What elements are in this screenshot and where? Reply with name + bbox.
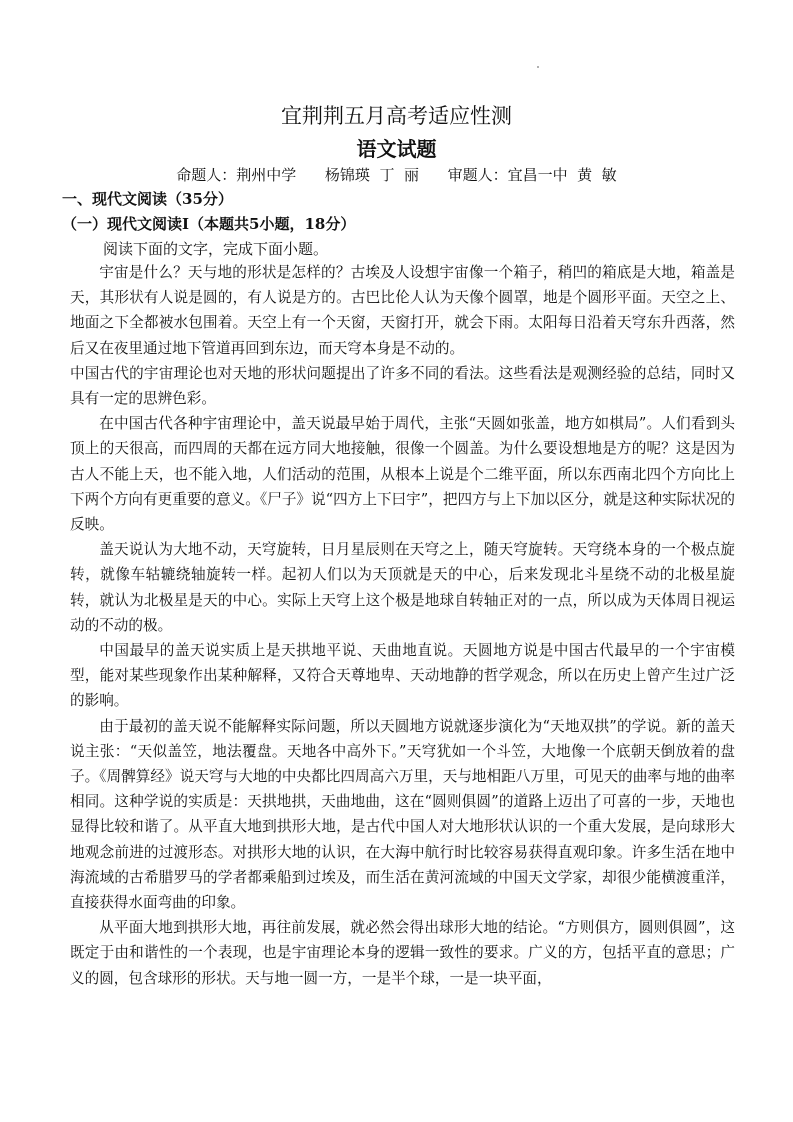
- paragraph: 在中国古代各种宇宙理论中，盖天说最早始于周代，主张“天圆如张盖，地方如棋局”。人们看到头顶上的天很高，而四周的天都在远方同大地接触，很像一个圆盖。为什么要设想地是方的呢？这是因为古人不能上天，也不能入地，人们活动的范围，从根本上说是个二维平面，所以东西南北四个方向比上下两个方向有更重要的意义。《尸子》说“四方上下曰宇”，把四方与上下加以区分，就是这种实际状况的反映。: [70, 415, 735, 534]
- scan-dot: [537, 66, 539, 68]
- authors-line: [0, 164, 793, 185]
- paragraph: 从平面大地到拱形大地，再往前发展，就必然会得出球形大地的结论。“方则俱方，圆则俱圆”，这既定于由和谐性的一个表现，也是宇宙理论本身的逻辑一致性的要求。广义的方，包括平直的意思；广义的圆，包含球形的形状。天与地一圆一方，一是半个球，一是一块平面，: [70, 919, 735, 987]
- instruction: 阅读下面的文字，完成下面小题。: [103, 240, 329, 258]
- section-heading: 一、现代文阅读（35分）: [62, 190, 233, 208]
- passage: [70, 260, 735, 991]
- paragraph: 宇宙是什么？天与地的形状是怎样的？古埃及人设想宇宙像一个箱子，稍凹的箱底是大地，箱盖是天，其形状有人说是圆的，有人说是方的。古巴比伦人认为天像个圆罩，地是个圆形平面。天空之上、地面之下全都被水包围着。天空上有一个天窗，天窗打开，就会下雨。太阳每日沿着天穹东升西落，然后又在夜里通过地下管道再回到东边，而天穹本身是不动的。: [70, 264, 735, 357]
- exam-subtitle: 语文试题: [356, 137, 437, 161]
- proposers-names: 杨锦瑛 丁 丽: [324, 166, 419, 184]
- paragraph: 由于最初的盖天说不能解释实际问题，所以天圆地方说就逐步演化为“天地双拱”的学说。新的盖天说主张：“天似盖笠，地法覆盘。天地各中高外下。”天穹犹如一个斗笠，大地像一个底朝天倒放着的盘子。《周髀算经》说天穹与大地的中央都比四周高六万里，天与地相距八万里，可见天的曲率与地的曲率相同。这种学说的实质是：天拱地拱，天曲地曲，这在“圆则俱圆”的道路上迈出了可喜的一步，天地也显得比较和谐了。从平直大地到拱形大地，是古代中国人对大地形状认识的一个重大发展，是向球形大地观念前进的过渡形态。对拱形大地的认识，在大海中航行时比较容易获得直观印象。许多生活在地中海流域的古希腊罗马的学者都乘船到过埃及，而生活在黄河流域的中国天文学家，却很少能横渡重洋，直接获得水面弯曲的印象。: [70, 717, 735, 912]
- paragraph: 中国古代的宇宙理论也对天地的形状问题提出了许多不同的看法。这些看法是观测经验的总结，同时又具有一定的思辨色彩。: [70, 364, 735, 408]
- reviewer: 审题人：宜昌一中 黄 敏: [447, 166, 617, 184]
- paragraph: 中国最早的盖天说实质上是天拱地平说、天曲地直说。天圆地方说是中国古代最早的一个宇宙模型，能对某些现象作出某种解释，又符合天尊地卑、天动地静的哲学观念，所以在历史上曾产生过广泛的影响。: [70, 642, 735, 710]
- subsection-heading: （一）现代文阅读Ⅰ（本题共5小题，18分）: [62, 215, 356, 233]
- paragraph: 盖天说认为大地不动，天穹旋转，日月星辰则在天穹之上，随天穹旋转。天穹绕本身的一个极点旋转，就像车轱辘绕轴旋转一样。起初人们以为天顶就是天的中心，后来发现北斗星绕不动的北极星旋转，就认为北极星是天的中心。实际上天穹上这个极是地球自转轴正对的一点，所以成为天体周日视运动的不动的极。: [70, 541, 735, 634]
- exam-title: 宜荆荆五月高考适应性测: [281, 104, 512, 128]
- proposers-label: 命题人：荆州中学: [176, 166, 297, 184]
